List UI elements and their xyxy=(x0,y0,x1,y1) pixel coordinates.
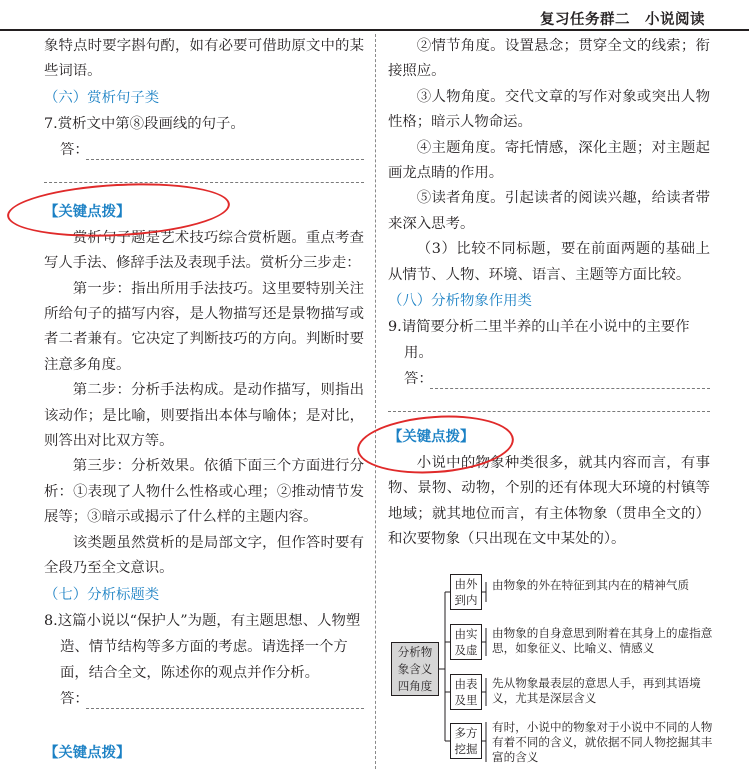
compare-titles-paragraph: （3）比较不同标题，要在前面两题的基础上从情节、人物、环境、语言、主题等方面比较。 xyxy=(388,241,710,283)
object-meaning-diagram xyxy=(388,570,718,769)
diagram-text-surface-deep: 先从物象最表层的意思人手，再到其语境义，尤其是深层含义 xyxy=(492,676,701,705)
diagram-box-outside-in: 由外 到内 xyxy=(450,574,482,610)
diagram-text-outside-in: 由物象的外在特征到其内在的精神气质 xyxy=(492,578,690,592)
diagram-main-box: 分析物 象含义 四角度 xyxy=(391,642,439,696)
object-types-paragraph: 小说中的物象种类很多，就其内容而言，有事物、景物、动物，个别的还有体现大环境的村镇等地域；就其地位而言，有主体物象（贯串全文的）和次要物象（只出现在文中某处的）。 xyxy=(388,455,710,548)
header-title: 复习任务群二 小说阅读 xyxy=(540,12,705,28)
answer-line-7 xyxy=(44,137,364,165)
column-divider xyxy=(375,34,376,769)
reader-angle-paragraph: ⑤读者角度。引起读者的阅读兴趣，给读者带来深入思考。 xyxy=(388,190,710,232)
plot-angle-paragraph: ②情节角度。设置悬念；贯穿全文的线索；衔接照应。 xyxy=(388,38,710,80)
page-header xyxy=(0,0,749,32)
answer-label: 答： xyxy=(60,690,89,707)
question-7: 7.赏析文中第⑧段画线的句子。 xyxy=(44,115,245,132)
right-column xyxy=(388,34,710,553)
step-two-paragraph: 第二步：分析手法构成。是动作描写，则指出该动作；是比喻，则要指出本体与喻体；是对比，则答出对比双方等。 xyxy=(44,382,364,450)
question-8: 8.这篇小说以“保护人”为题，有主题思想、人物塑造、情节结构等多方面的考虑。请选择一个方面，结合全文，陈述你的观点并作分析。 xyxy=(44,612,361,681)
section-heading-6: （六）赏析句子类 xyxy=(44,89,160,106)
answer-label: 答： xyxy=(60,141,89,158)
answer-blank[interactable] xyxy=(86,159,364,160)
diagram-box-multi-dig: 多方 挖掘 xyxy=(450,723,482,759)
answer-line-9 xyxy=(388,366,710,394)
step-three-paragraph: 第三步：分析效果。依循下面三个方面进行分析：①表现了人物什么性格或心理；②推动情节发展等；③暗示或揭示了什么样的主题内容。 xyxy=(44,458,364,526)
summary-paragraph: 该类题虽然赏析的是局部文字，但作答时要有全段乃至全文意识。 xyxy=(44,534,364,577)
key-points-title: 【关键点拨】 xyxy=(388,429,475,446)
answer-blank[interactable] xyxy=(86,708,364,709)
diagram-text-multi-dig: 有时，小说中的物象对于小说中不同的人物有着不同的含义，就依据不同人物挖掘其丰富的含义 xyxy=(492,720,713,764)
diagram-text-real-virtual: 由物象的自身意思到附着在其身上的虚指意思，如象征义、比喻义、情感义 xyxy=(492,626,713,655)
key-points-title-2: 【关键点拨】 xyxy=(44,744,131,761)
question-9: 9.请简要分析二里半养的山羊在小说中的主要作用。 xyxy=(388,319,690,362)
left-column xyxy=(44,34,364,767)
header-rule xyxy=(0,29,749,31)
section-heading-7: （七）分析标题类 xyxy=(44,586,160,603)
diagram-box-surface-deep: 由表 及里 xyxy=(450,674,482,710)
step-one-paragraph: 第一步：指出所用手法技巧。这里要特别关注所给句子的描写内容，是人物描写还是景物描写或者二者兼有。它决定了判断技巧的方向。判断时要注意多角度。 xyxy=(44,280,364,373)
section-heading-8: （八）分析物象作用类 xyxy=(388,293,532,310)
answer-blank[interactable] xyxy=(430,388,710,389)
key-points-paragraph: 赏析句子题是艺术技巧综合赏析题。重点考查写人手法、修辞手法及表现手法。赏析分三步走： xyxy=(44,229,364,272)
diagram-box-real-virtual: 由实 及虚 xyxy=(450,624,482,660)
character-angle-paragraph: ③人物角度。交代文章的写作对象或突出人物性格；暗示人物命运。 xyxy=(388,88,710,131)
theme-angle-paragraph: ④主题角度。寄托情感，深化主题；对主题起画龙点睛的作用。 xyxy=(388,139,710,182)
key-points-title: 【关键点拨】 xyxy=(44,203,131,220)
answer-line-8 xyxy=(44,686,364,714)
paragraph-continued: 象特点时要字斟句酌，如有必要可借助原文中的某些词语。 xyxy=(44,38,364,80)
answer-label: 答： xyxy=(404,371,433,388)
